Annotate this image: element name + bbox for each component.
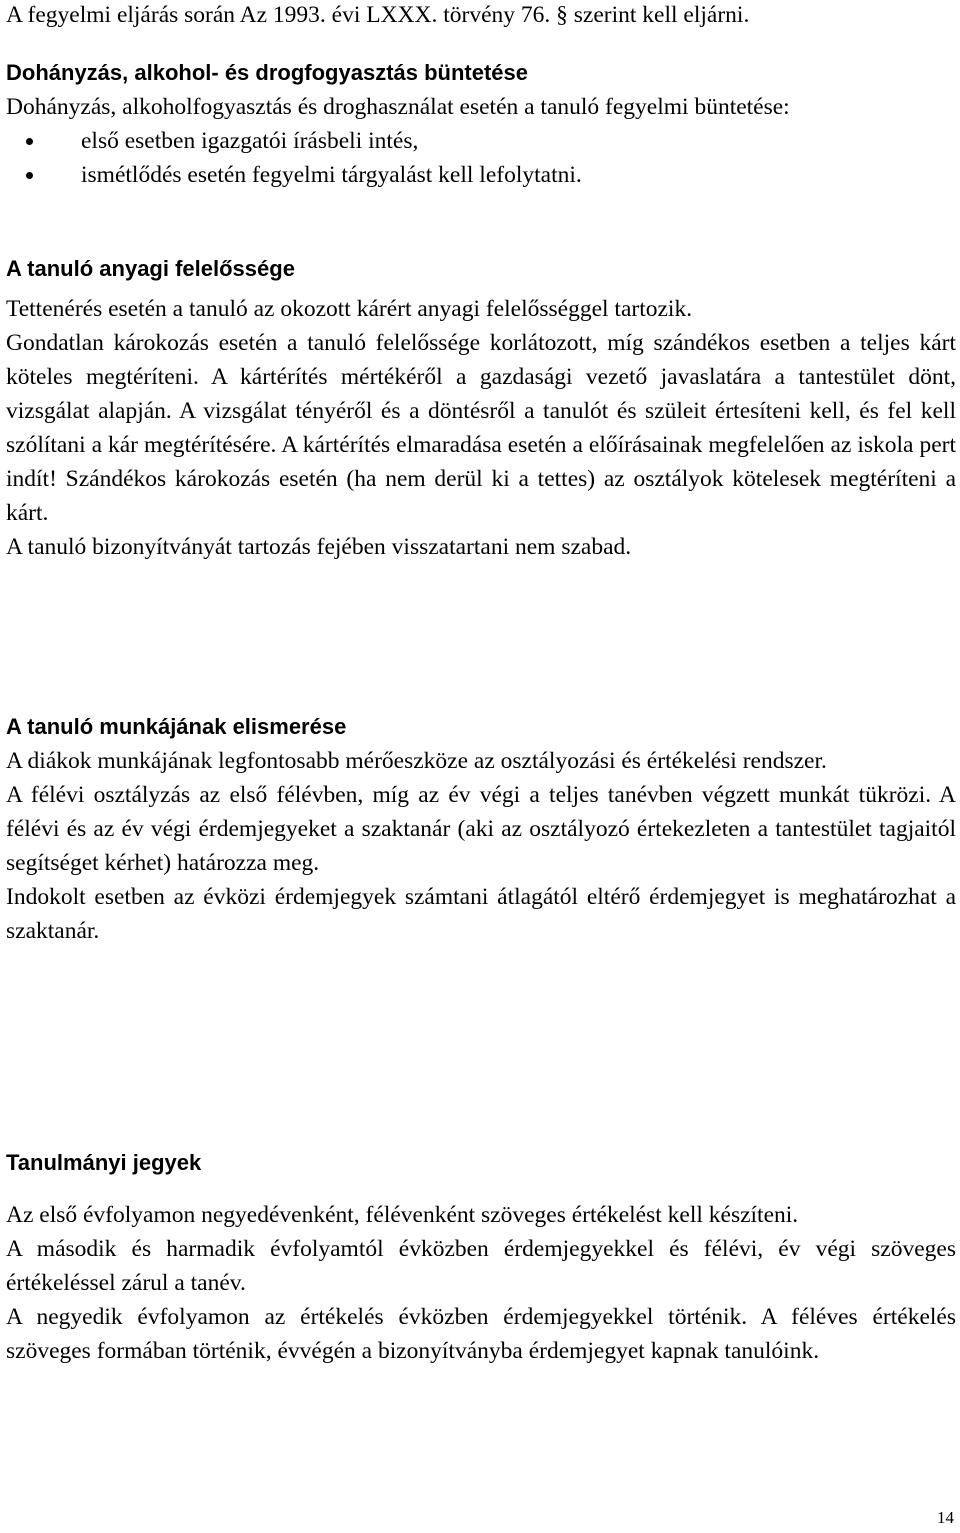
section-paragraph: Az első évfolyamon negyedévenként, félévenként szöveges értékelést kell készíteni.: [6, 1202, 799, 1228]
section-paragraph: A negyedik évfolyamon az értékelés évközben érdemjegyekkel történik. A féléves értékelés szöveges formában történik, évvégén a bizonyítványba érdemjegyet kapnak tanulóink.: [6, 1304, 956, 1364]
intro-text: A fegyelmi eljárás során Az 1993. évi LXXX. törvény 76. § szerint kell eljárni.: [6, 2, 750, 28]
section-paragraph: A második és harmadik évfolyamtól évközben érdemjegyekkel és félévi, év végi szöveges értékeléssel zárul a tanév.: [6, 1236, 956, 1296]
section-paragraph: A félévi osztályzás az első félévben, míg az év végi a teljes tanévben végzett munkát tükrözi. A félévi és az év végi érdemjegyeket a szaktanár (aki az osztályozó értekezleten a tantestület tagjaitól segítséget kérhet) határozza meg.: [6, 782, 956, 876]
list-item: [81, 158, 956, 192]
section-paragraph: Dohányzás, alkoholfogyasztás és droghasználat esetén a tanuló fegyelmi büntetése:: [6, 94, 790, 120]
section-grades: [6, 1146, 956, 1368]
section-paragraph: Indokolt esetben az évközi érdemjegyek számtani átlagától eltérő érdemjegyet is meghatározhat a szaktanár.: [6, 884, 956, 944]
bullet-icon: [26, 172, 33, 179]
bullet-list: [6, 124, 956, 192]
section-recognition: [6, 710, 956, 948]
section-paragraph: Gondatlan károkozás esetén a tanuló felelőssége korlátozott, míg szándékos esetben a teljes kárt köteles megtéríteni. A kártérítés mértékéről a gazdasági vezető javaslatára a tantestület dönt, vizsgálat alapján. A vizsgálat tényéről és a döntésről a tanulót és szüleit értesíteni kell, és fel kell szólítani a kár megtérítésére. A kártérítés elmaradása esetén a előírásainak megfelelően az iskola pert indít! Szándékos károkozás esetén (ha nem derül ki a tettes) az osztályok kötelesek megtéríteni a kárt.: [6, 330, 956, 526]
section-liability: [6, 252, 956, 564]
bullet-icon: [26, 138, 33, 145]
section-smoking: [6, 56, 956, 192]
section-heading: A tanuló munkájának elismerése: [6, 714, 347, 739]
section-heading: A tanuló anyagi felelőssége: [6, 256, 295, 281]
list-item-text: ismétlődés esetén fegyelmi tárgyalást kell lefolytatni.: [81, 162, 582, 188]
section-paragraph: A tanuló bizonyítványát tartozás fejében visszatartani nem szabad.: [6, 534, 632, 560]
section-heading: Tanulmányi jegyek: [6, 1150, 202, 1175]
section-paragraph: A diákok munkájának legfontosabb mérőeszköze az osztályozási és értékelési rendszer.: [6, 748, 827, 774]
section-paragraph: Tettenérés esetén a tanuló az okozott kárért anyagi felelősséggel tartozik.: [6, 296, 693, 322]
list-item-text: első esetben igazgatói írásbeli intés,: [81, 128, 419, 154]
page-number: 14: [937, 1508, 954, 1527]
section-heading: Dohányzás, alkohol- és drogfogyasztás büntetése: [6, 60, 529, 85]
list-item: [81, 124, 956, 158]
